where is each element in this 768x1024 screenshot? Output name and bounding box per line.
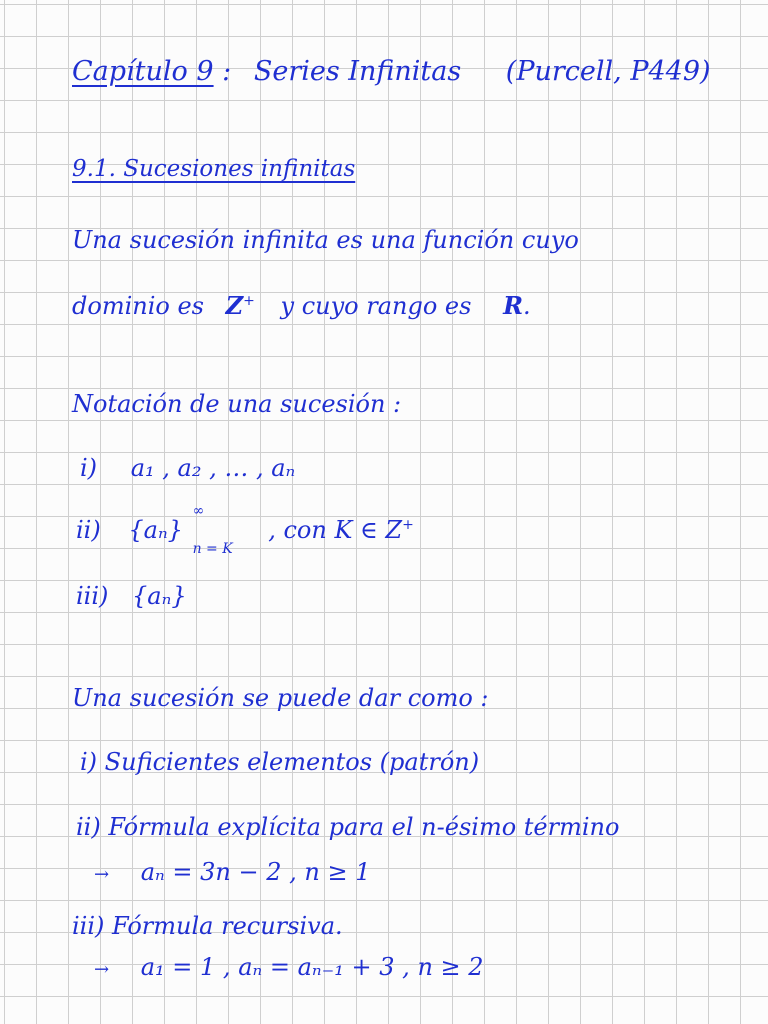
notation-ii-condition: , con K ∈ Z bbox=[268, 516, 403, 544]
chapter-label: Capítulo 9 bbox=[72, 56, 214, 87]
notation-iii-content: {aₙ} bbox=[132, 582, 187, 610]
notation-item-i bbox=[80, 456, 295, 480]
arrow-icon: → bbox=[94, 959, 110, 980]
forms-iii-formula: a₁ = 1 , aₙ = aₙ₋₁ + 3 , n ≥ 2 bbox=[140, 953, 484, 981]
title-text: Series Infinitas bbox=[253, 56, 462, 87]
forms-item-i: i) Suficientes elementos (patrón) bbox=[80, 748, 480, 776]
notation-ii-brace: {aₙ} bbox=[128, 516, 183, 544]
integer-set-plus: + bbox=[243, 293, 255, 309]
real-set-symbol: R bbox=[503, 291, 524, 320]
definition-period: . bbox=[523, 292, 531, 320]
notation-item-ii bbox=[76, 502, 414, 557]
notation-ii-lower-limit: n = K bbox=[192, 540, 233, 557]
notation-iii-label: iii) bbox=[76, 582, 109, 610]
forms-heading: Una sucesión se puede dar como : bbox=[72, 684, 489, 712]
notation-ii-limits bbox=[191, 502, 247, 557]
definition-line-2 bbox=[72, 291, 531, 320]
notation-i-content: a₁ , a₂ , … , aₙ bbox=[130, 454, 296, 482]
notation-item-iii bbox=[76, 584, 187, 608]
forms-ii-formula-line bbox=[94, 860, 370, 884]
forms-item-iii: iii) Fórmula recursiva. bbox=[72, 912, 343, 940]
notation-heading: Notación de una sucesión : bbox=[72, 390, 402, 418]
section-heading: 9.1. Sucesiones infinitas bbox=[72, 156, 356, 182]
forms-iii-formula-line bbox=[94, 955, 484, 979]
notation-ii-plus: + bbox=[402, 517, 414, 533]
notation-ii-label: ii) bbox=[76, 516, 101, 544]
definition-domain-text: dominio es bbox=[72, 292, 204, 320]
forms-ii-formula: aₙ = 3n − 2 , n ≥ 1 bbox=[140, 858, 371, 886]
forms-item-ii: ii) Fórmula explícita para el n-ésimo término bbox=[76, 813, 620, 841]
integer-set-symbol: Z bbox=[225, 291, 244, 320]
title-colon: : bbox=[222, 56, 232, 87]
title-reference: (Purcell, P449) bbox=[505, 56, 711, 87]
notation-ii-upper-limit: ∞ bbox=[192, 502, 205, 519]
definition-range-text: y cuyo rango es bbox=[280, 292, 472, 320]
arrow-icon: → bbox=[94, 864, 110, 885]
notation-i-label: i) bbox=[80, 454, 98, 482]
page-title bbox=[72, 58, 711, 85]
definition-line-1: Una sucesión infinita es una función cuyo bbox=[72, 226, 579, 254]
